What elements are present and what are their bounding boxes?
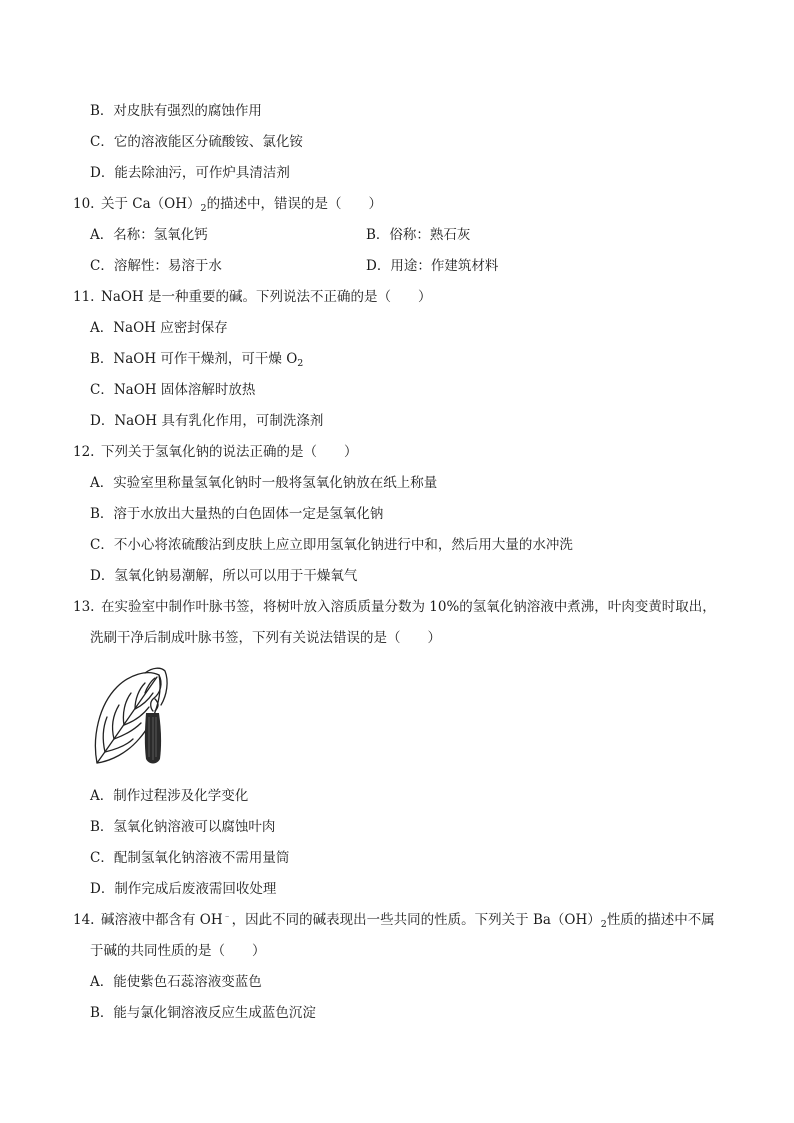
- q10-number: 10.: [73, 196, 95, 212]
- q12-option-a: A．实验室里称量氢氧化钠时一般将氢氧化钠放在纸上称量: [90, 475, 438, 491]
- q14-stem-line2: 于碱的共同性质的是（ ）: [90, 943, 266, 959]
- q13-stem-line2: 洗刷干净后制成叶脉书签，下列有关说法错误的是（ ）: [90, 630, 441, 646]
- q13-option-a: A．制作过程涉及化学变化: [90, 788, 249, 804]
- q13-option-c: C．配制氢氧化钠溶液不需用量筒: [90, 850, 290, 866]
- q9-option-b: B．对皮肤有强烈的腐蚀作用: [90, 103, 262, 119]
- q14-stem-superscript: ﹣: [222, 912, 232, 922]
- q11-option-b: [90, 350, 303, 368]
- q13-option-d: D．制作完成后废液需回收处理: [90, 881, 277, 897]
- q12-number: 12.: [73, 444, 95, 460]
- q10-option-a: A．名称：氢氧化钙: [90, 227, 208, 243]
- q12-option-d: D．氢氧化钠易潮解，所以可以用于干燥氧气: [90, 568, 358, 584]
- q11-option-a: A．NaOH 应密封保存: [90, 320, 228, 336]
- q13-option-b: B．氢氧化钠溶液可以腐蚀叶肉: [90, 819, 276, 835]
- q14-stem-text-end: 性质的描述中不属: [606, 912, 715, 928]
- q12-option-c: C．不小心将浓硫酸沾到皮肤上应立即用氢氧化钠进行中和，然后用大量的水冲洗: [90, 537, 573, 553]
- q12-stem: 下列关于氢氧化钠的说法正确的是（ ）: [101, 444, 358, 460]
- q13-number: 13.: [73, 599, 95, 615]
- q11-stem: NaOH 是一种重要的碱。下列说法不正确的是（ ）: [101, 289, 432, 305]
- q14-option-a: A．能使紫色石蕊溶液变蓝色: [90, 974, 262, 990]
- q12-option-b: B．溶于水放出大量热的白色固体一定是氢氧化钠: [90, 506, 384, 522]
- q11-option-d: D．NaOH 具有乳化作用，可制洗涤剂: [90, 413, 324, 429]
- q10-stem-text: 关于 Ca（OH）: [101, 196, 201, 212]
- q11-number: 11.: [73, 289, 95, 305]
- q11-option-b-subscript: 2: [297, 358, 304, 369]
- q9-option-d: D．能去除油污，可作炉具清洁剂: [90, 165, 290, 181]
- q14-stem-text: 碱溶液中都含有 OH: [101, 912, 223, 928]
- q10-stem-subscript: 2: [200, 203, 207, 214]
- q14-stem-text-mid: ，因此不同的碱表现出一些共同的性质。下列关于 Ba（OH）: [231, 912, 601, 928]
- q14-stem-subscript: 2: [600, 919, 607, 930]
- q14-number: 14.: [73, 912, 95, 928]
- q11-option-b-text: B．NaOH 可作干燥剂，可干燥 O: [90, 351, 298, 367]
- leaf-bookmark-figure: [89, 665, 173, 771]
- q13-stem-line1: 在实验室中制作叶脉书签，将树叶放入溶质质量分数为 10%的氢氧化钠溶液中煮沸，叶肉变黄时取出，: [101, 599, 716, 615]
- q10-option-d: D．用途：作建筑材料: [366, 258, 499, 274]
- q10-stem-text-end: 的描述中，错误的是（ ）: [206, 196, 383, 212]
- q10-stem: [101, 195, 382, 213]
- q11-option-c: C．NaOH 固体溶解时放热: [90, 382, 256, 398]
- q9-option-c: C．它的溶液能区分硫酸铵、氯化铵: [90, 134, 303, 150]
- q14-option-b: B．能与氯化铜溶液反应生成蓝色沉淀: [90, 1005, 316, 1021]
- q10-option-c: C．溶解性：易溶于水: [90, 258, 222, 274]
- q10-option-b: B．俗称：熟石灰: [366, 227, 471, 243]
- q14-stem-line1: [101, 911, 715, 929]
